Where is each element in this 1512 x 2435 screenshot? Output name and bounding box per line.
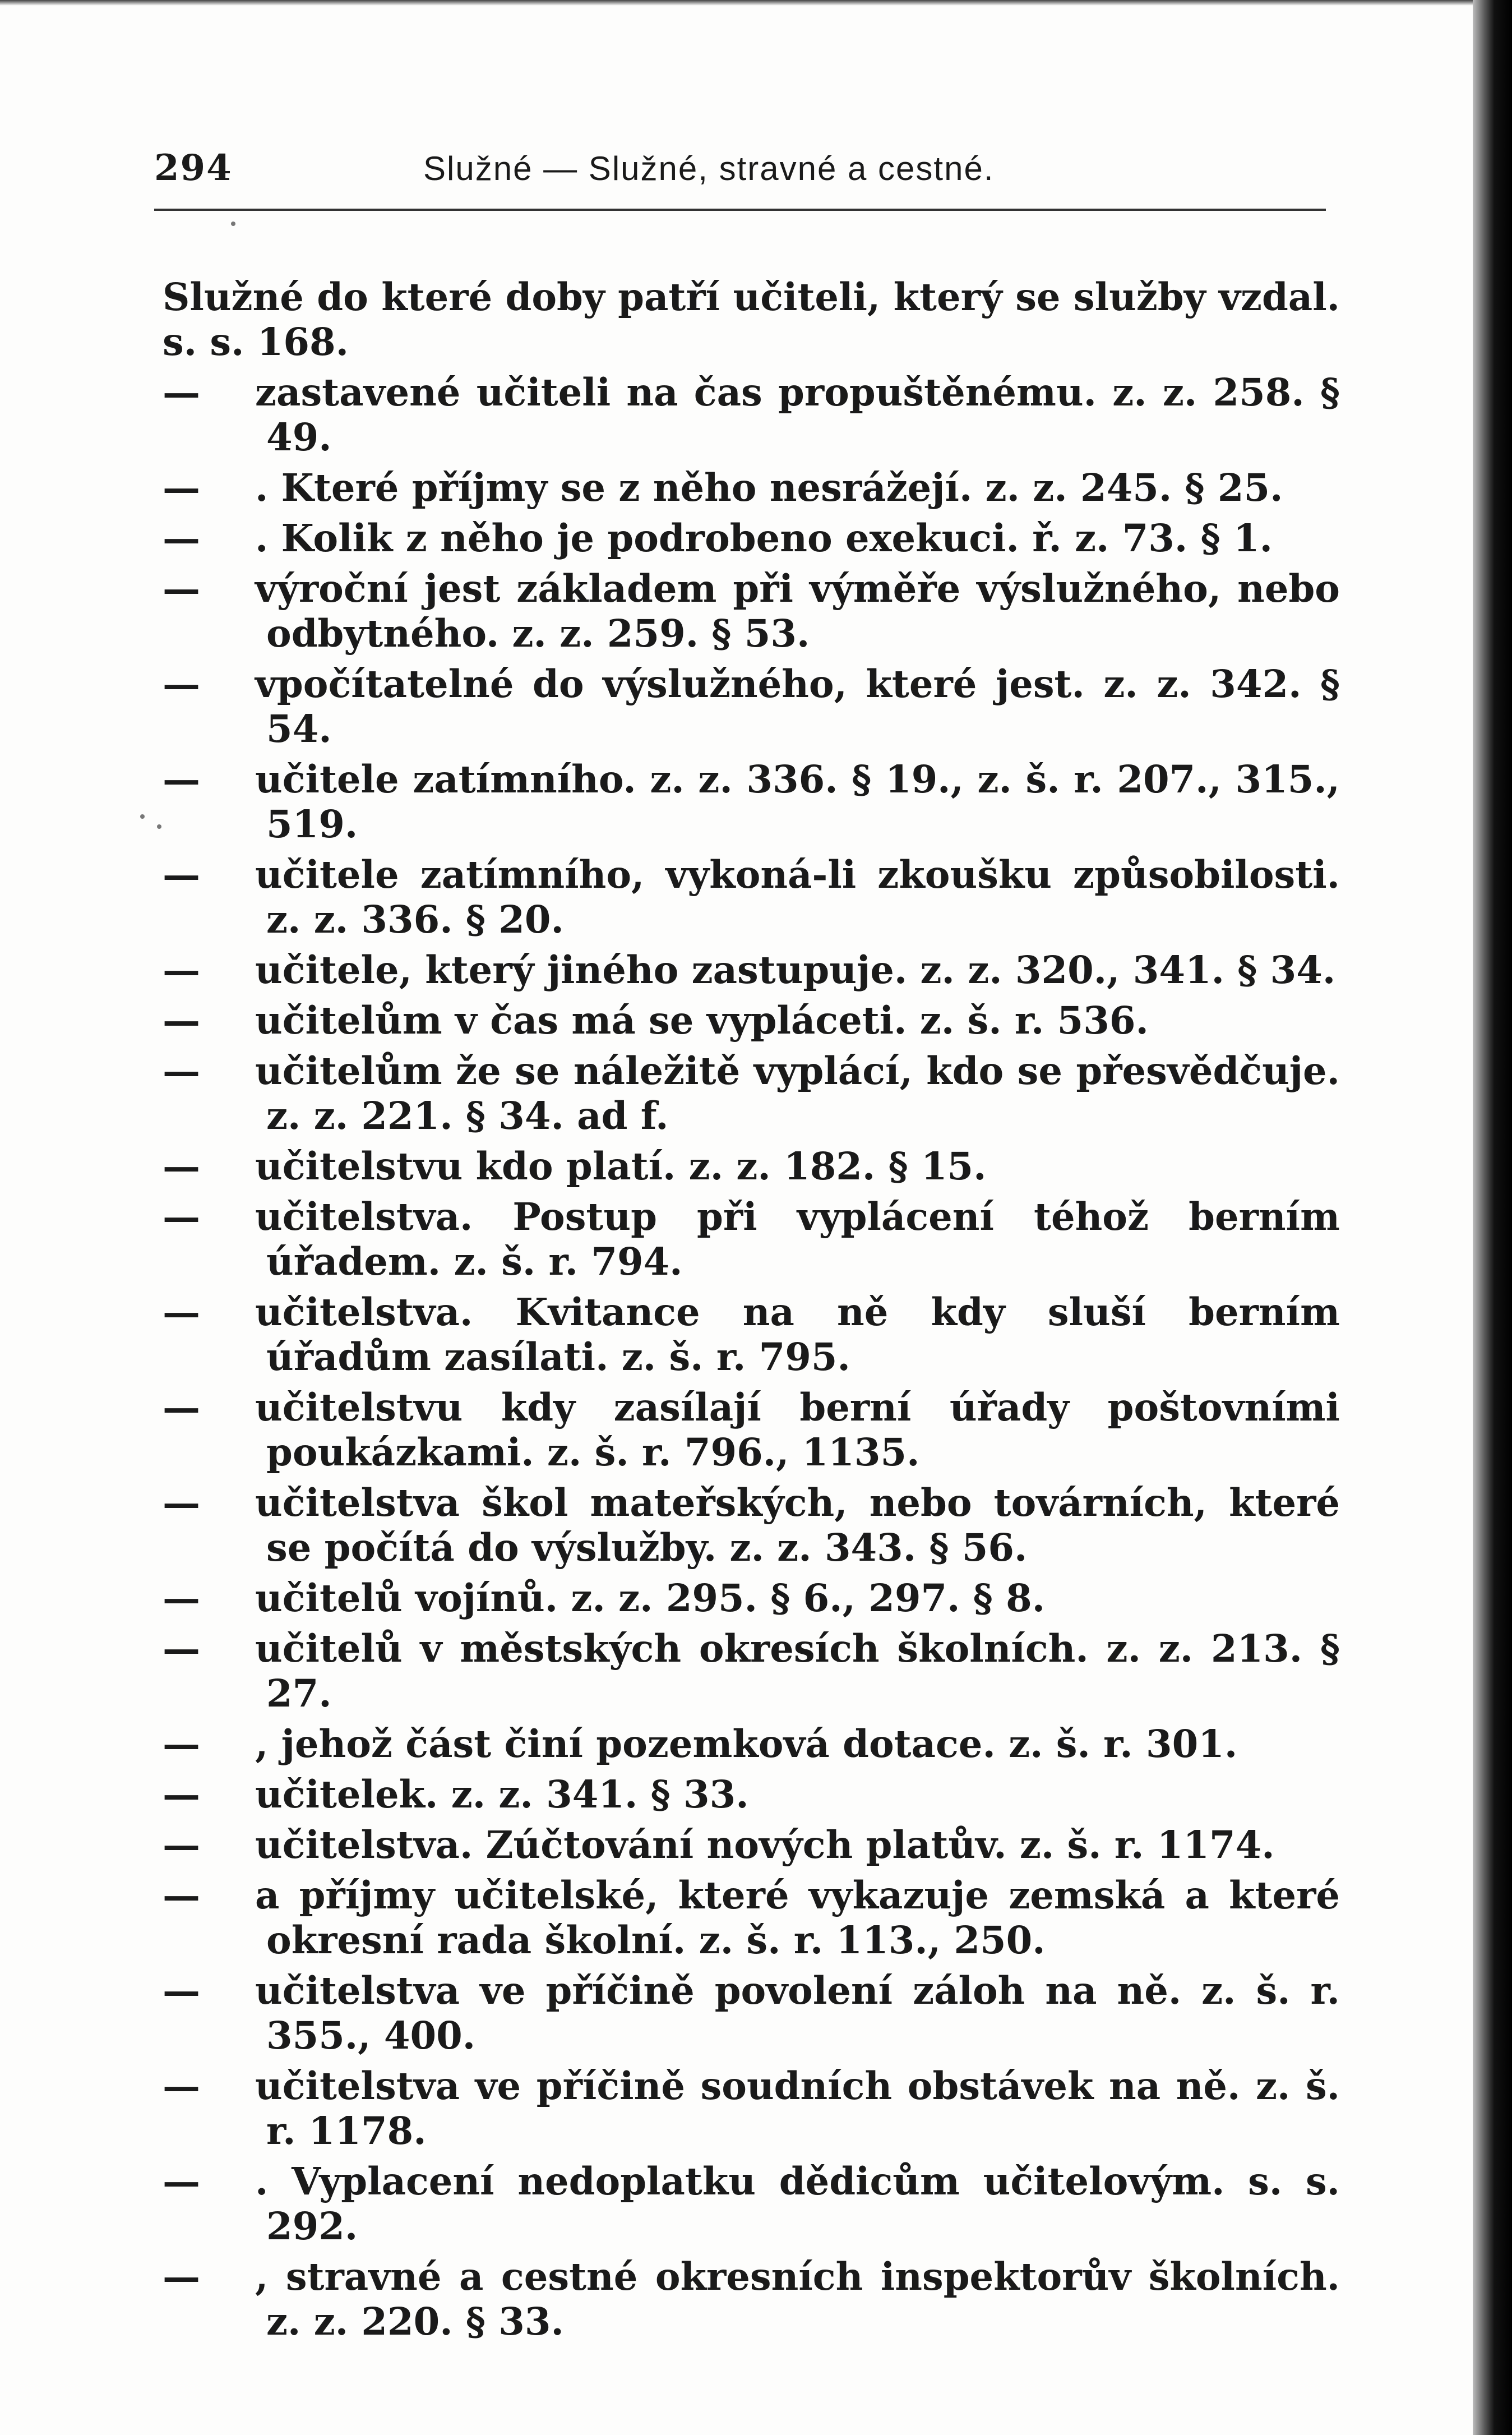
entry-dash: — (163, 1576, 200, 1620)
index-entry (163, 1772, 1340, 1817)
index-entry (163, 1049, 1340, 1138)
entry-dash: — (163, 1873, 200, 1917)
entry-dash: — (163, 1481, 200, 1525)
entry-text: učitelstva. Postup při vyplácení téhož berním úřadem. z. š. r. 794. (255, 1195, 1340, 1284)
entry-text: učitelů vojínů. z. z. 295. § 6., 297. § 8. (255, 1576, 1046, 1620)
index-entry (163, 852, 1340, 942)
index-entry (163, 2254, 1340, 2344)
entry-dash: — (163, 1772, 200, 1816)
entry-dash: — (163, 998, 200, 1043)
index-entry (163, 1481, 1340, 1570)
index-entry (163, 1823, 1340, 1867)
entry-text: učitelstvu kdo platí. z. z. 182. § 15. (255, 1144, 987, 1188)
page-number: 294 (154, 147, 233, 189)
index-entry (163, 1968, 1340, 2058)
entry-text: a příjmy učitelské, které vykazuje zemská a které okresní rada školní. z. š. r. 113., 250. (255, 1873, 1340, 1962)
entry-dash: — (163, 1144, 200, 1188)
entry-dash: — (163, 1968, 200, 2013)
entry-text: zastavené učiteli na čas propuštěnému. z. z. 258. § 49. (255, 370, 1340, 459)
index-entry (163, 1626, 1340, 1716)
entry-dash: — (163, 566, 200, 611)
entry-dash: — (163, 370, 200, 414)
entry-dash: — (163, 1290, 200, 1334)
index-entry (163, 1722, 1340, 1767)
index-entry (163, 1385, 1340, 1475)
entry-text: učitelstva ve příčině povolení záloh na ně. z. š. r. 355., 400. (255, 1968, 1340, 2058)
entry-dash: — (163, 1195, 200, 1239)
index-entry (163, 516, 1340, 561)
index-entry (163, 757, 1340, 847)
entry-dash: — (163, 1049, 200, 1093)
running-head: Služné — Služné, stravné a cestné. (423, 150, 995, 187)
entry-dash: — (163, 662, 200, 706)
entry-text: učitelů v městských okresích školních. z. z. 213. § 27. (255, 1626, 1340, 1715)
page-edge-right (1473, 0, 1512, 2435)
index-entry (163, 1576, 1340, 1621)
entry-text: učitelstva ve příčině soudních obstávek na ně. z. š. r. 1178. (255, 2064, 1340, 2153)
entry-text: učitele zatímního, vykoná-li zkoušku způsobilosti. z. z. 336. § 20. (255, 852, 1340, 942)
entry-text: vpočítatelné do výslužného, které jest. z. z. 342. § 54. (255, 662, 1340, 751)
entry-text: . Vyplacení nedoplatku dědicům učitelovým. s. s. 292. (255, 2159, 1340, 2248)
entry-dash: — (163, 465, 200, 510)
entry-dash: — (163, 1722, 200, 1766)
entry-text: učitelek. z. z. 341. § 33. (255, 1772, 749, 1816)
index-entry (163, 465, 1340, 510)
index-entry (163, 1144, 1340, 1189)
entry-text: učitele zatímního. z. z. 336. § 19., z. š. r. 207., 315., 519. (255, 757, 1340, 846)
entry-dash: — (163, 1823, 200, 1867)
header-rule (154, 209, 1326, 211)
entry-dash: — (163, 852, 200, 897)
index-entry (163, 1195, 1340, 1284)
entry-text: , stravné a cestné okresních inspektorův školních. z. z. 220. § 33. (255, 2254, 1340, 2344)
index-entry (163, 1290, 1340, 1380)
entry-text: výroční jest základem při výměře výslužného, nebo odbytného. z. z. 259. § 53. (255, 566, 1340, 656)
index-entry (163, 948, 1340, 993)
entry-text: . Kolik z něho je podrobeno exekuci. ř. z. 73. § 1. (255, 516, 1273, 560)
entry-text: učitelům že se náležitě vyplácí, kdo se přesvědčuje. z. z. 221. § 34. ad f. (255, 1049, 1340, 1138)
entry-dash: — (163, 2254, 200, 2299)
index-entry (163, 2064, 1340, 2153)
entry-text: , jehož část činí pozemková dotace. z. š. r. 301. (255, 1722, 1238, 1766)
page-header (154, 147, 1331, 197)
index-entry (163, 275, 1340, 365)
entry-dash: — (163, 2064, 200, 2108)
entry-text: učitele, který jiného zastupuje. z. z. 320., 341. § 34. (255, 948, 1336, 992)
entry-dash: — (163, 757, 200, 801)
index-entry (163, 370, 1340, 460)
index-entry (163, 1873, 1340, 1963)
page-edge-top (0, 0, 1512, 6)
entry-dash: — (163, 2159, 200, 2203)
entry-text: učitelstva. Zúčtování nových platův. z. š. r. 1174. (255, 1823, 1275, 1867)
index-entry (163, 566, 1340, 656)
entry-dash: — (163, 1385, 200, 1429)
entry-text: učitelům v čas má se vypláceti. z. š. r. 536. (255, 998, 1149, 1043)
entry-text: učitelstva škol mateřských, nebo továrních, které se počítá do výslužby. z. z. 343. § 56. (255, 1481, 1340, 1570)
entry-dash: — (163, 1626, 200, 1671)
paper-speck (140, 814, 145, 819)
entry-text: učitelstva. Kvitance na ně kdy sluší berním úřadům zasílati. z. š. r. 795. (255, 1290, 1340, 1379)
entry-dash: — (163, 948, 200, 992)
entry-dash: — (163, 516, 200, 560)
index-entries (163, 275, 1340, 2350)
entry-text: učitelstvu kdy zasílají berní úřady poštovními poukázkami. z. š. r. 796., 1135. (255, 1385, 1340, 1474)
entry-text: Služné do které doby patří učiteli, který se služby vzdal. s. s. 168. (163, 275, 1340, 364)
index-entry (163, 662, 1340, 751)
paper-speck (157, 824, 161, 829)
index-entry (163, 2159, 1340, 2249)
index-entry (163, 998, 1340, 1043)
paper-speck (231, 222, 235, 226)
entry-text: . Které příjmy se z něho nesrážejí. z. z. 245. § 25. (255, 465, 1283, 510)
